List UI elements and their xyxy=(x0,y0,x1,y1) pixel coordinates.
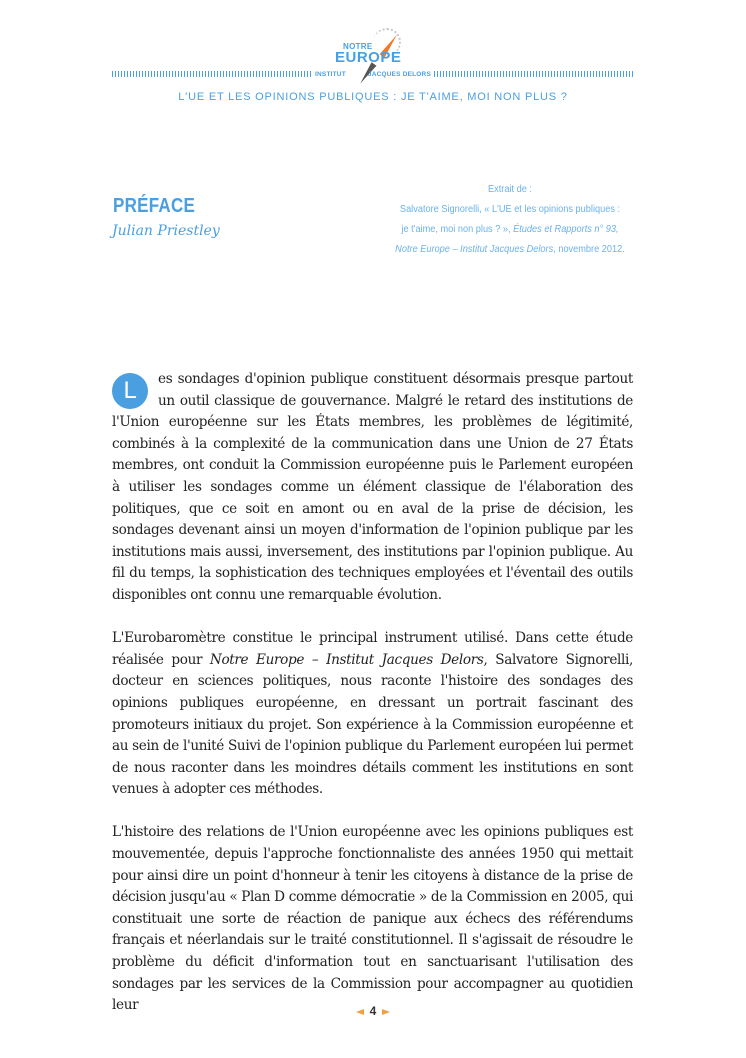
logo-line1: NOTRE xyxy=(343,42,373,51)
paragraph-3-text: L'histoire des relations de l'Union européenne avec les opinions publiques est mouvementée, depuis l'approche fonctionnaliste des années 1950 qui mettait pour ainsi dire un point d'honneur à tenir les citoyens à distance de la prise de décision jusqu'au « Plan D comme démocratie » de la Commission en 2005, qui constituait une sorte de réaction de panique aux échecs des référendums français et néerlandais sur le traité constitutionnel. Il s'agissait de résoudre le problème du déficit d'information tout en sanctuarisant l'utilisation des sondages par les services de la Commission pour accompagner au quotidien leur xyxy=(112,824,633,1014)
author-name: Julian Priestley xyxy=(112,223,220,239)
paragraph-2 xyxy=(112,628,633,801)
logo-jacques-delors-label: JACQUES DELORS xyxy=(367,70,431,78)
rule-ticks-right xyxy=(434,71,634,77)
paragraph-2-text-b: , Salvatore Signorelli, docteur en sciences politiques, nous raconte l'histoire des sondages des opinions publiques européenne, en dressant un portrait fascinant des promoteurs initiaux du projet. Son expérience à la Commission européenne et au sein de l'unité Suivi de l'opinion publique du Parlement européen lui permet de nous raconter dans les moindres détails comment les institutions en sont venues à adopter ces méthodes. xyxy=(112,651,633,798)
extract-line3 xyxy=(390,240,629,260)
extract-line1: Salvatore Signorelli, « L'UE et les opinions publiques : xyxy=(399,204,621,215)
paragraph-1-text: es sondages d'opinion publique constituent désormais presque partout un outil classique de gouvernance. Malgré le retard des institutions de l'Union européenne sur les États membres, les problèmes de légitimité, combinés à la complexité de la communication dans une Union de 27 États membres, ont conduit la Commission européenne puis le Parlement européen à utiliser les sondages comme un élément classique de l'élaboration des politiques, que ce soit en amont ou en aval de la prise de décision, les sondages devenant ainsi un moyen d'information de l'opinion publique par les institutions mais aussi, inversement, des institutions par l'opinion publique. Au fil du temps, la sophistication des techniques employées et l'éventail des outils disponibles ont connu une remarquable évolution. xyxy=(112,371,633,603)
rule-ticks-left xyxy=(112,71,312,77)
extract-line3-italic: Notre Europe – Institut Jacques Delors xyxy=(395,244,554,255)
logo-institut-label: INSTITUT xyxy=(315,70,346,78)
page-number-text: 4 xyxy=(369,1004,377,1018)
page-number xyxy=(0,1004,746,1018)
extract-line3-plain: , novembre 2012. xyxy=(553,244,625,255)
running-title: L'UE ET LES OPINIONS PUBLIQUES : JE T'AIME, MOI NON PLUS ? xyxy=(178,91,568,103)
section-title: PRÉFACE xyxy=(113,195,196,217)
paragraph-2-italic: Notre Europe – Institut Jacques Delors xyxy=(209,651,484,668)
arrow-left-icon xyxy=(356,1009,364,1015)
header-rule xyxy=(112,70,634,78)
paragraph-1 xyxy=(112,369,633,607)
drop-cap: L xyxy=(112,373,148,409)
body-text xyxy=(112,369,633,1038)
extract-label: Extrait de : xyxy=(488,184,532,195)
extract-citation xyxy=(390,180,629,260)
extract-line2 xyxy=(390,220,629,240)
paragraph-3 xyxy=(112,822,633,1016)
extract-line2-italic: Études et Rapports n° 93, xyxy=(513,224,619,235)
logo-line2: EUROPE xyxy=(335,49,402,66)
paragraph-2-text-a: L'Eurobaromètre constitue le principal instrument utilisé. Dans cette étude réalisée pour xyxy=(112,630,633,668)
extract-line2-plain: je t'aime, moi non plus ? », xyxy=(401,224,514,235)
arrow-right-icon xyxy=(382,1009,390,1015)
